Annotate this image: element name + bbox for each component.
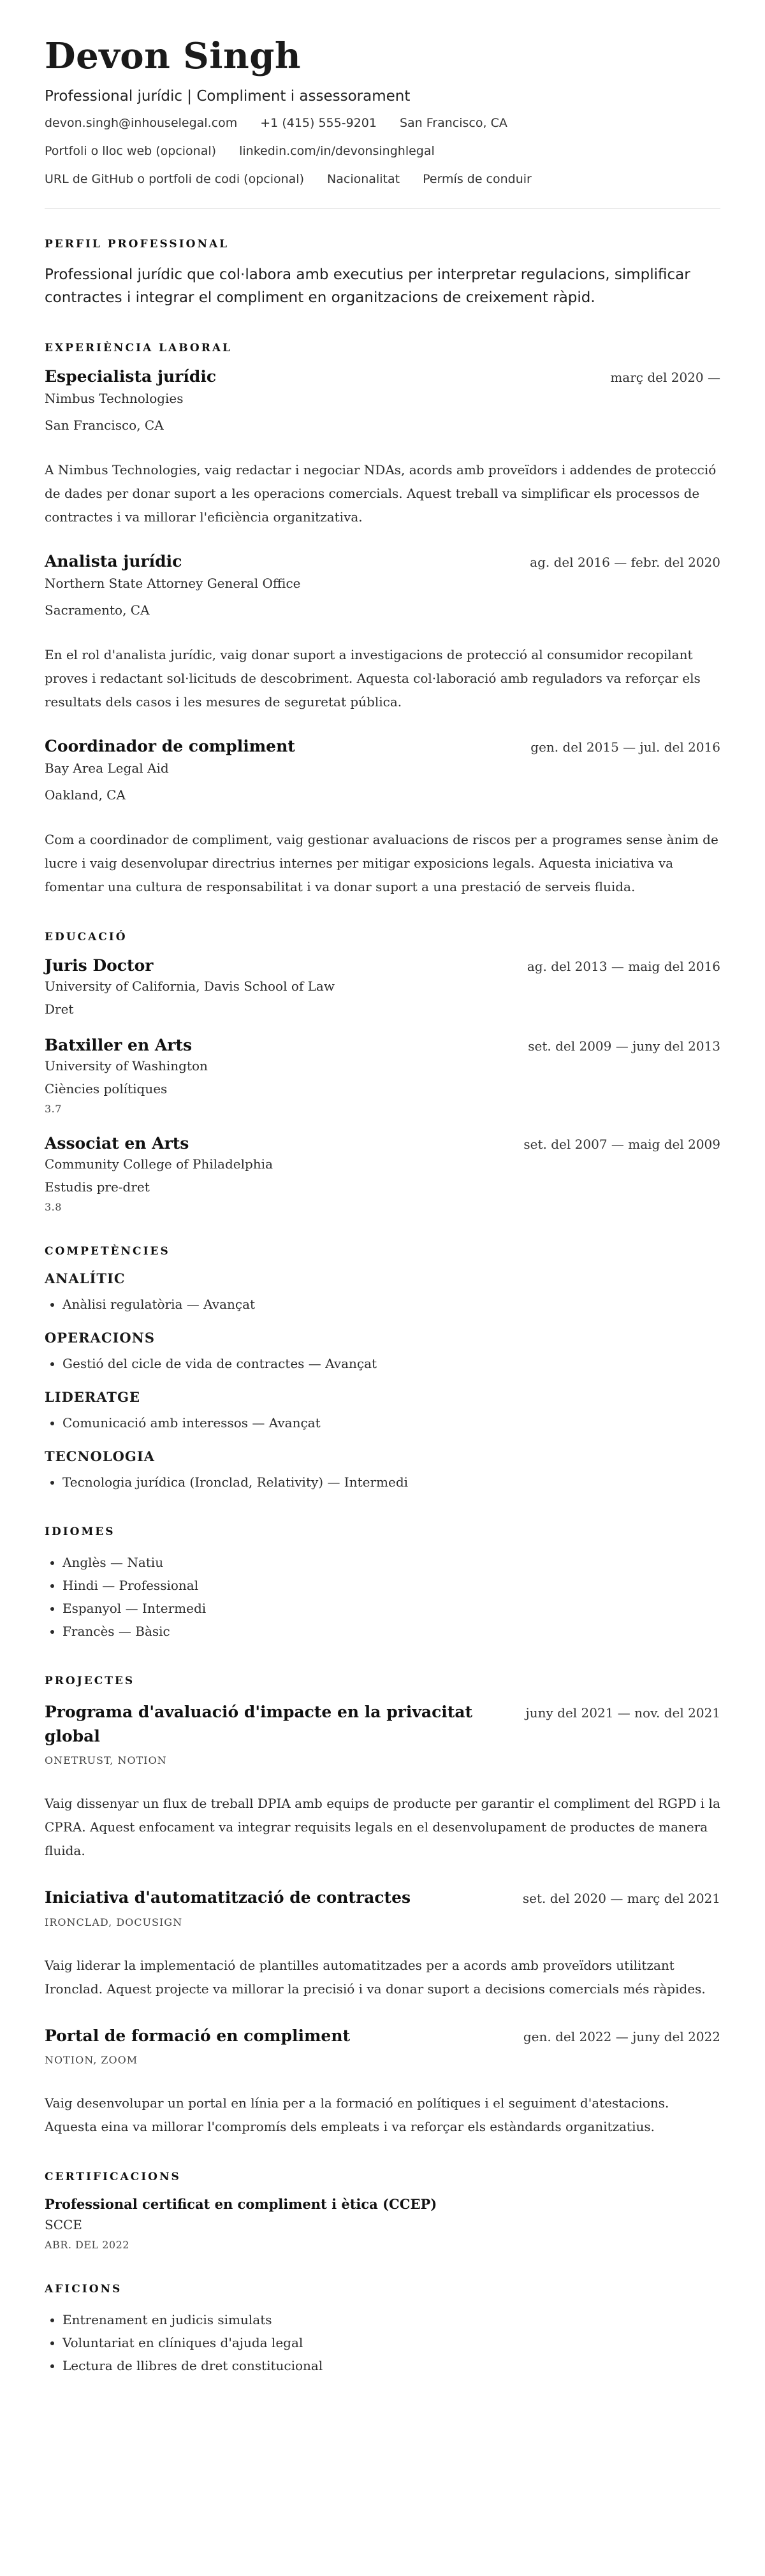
section-title: CERTIFICACIONS (45, 2171, 181, 2184)
phone-number: +1 (415) 555-9201 (260, 115, 377, 130)
profile-section (45, 238, 720, 310)
job-dates: ag. del 2016 — febr. del 2020 (530, 555, 720, 571)
resume-header (45, 37, 720, 186)
section-title: COMPETÈNCIES (45, 1245, 170, 1258)
skill-category: TECNOLOGIA (45, 1448, 155, 1465)
certification-entry (45, 2196, 720, 2251)
skill-item: • Anàlisi regulatòria — Avançat (62, 1293, 720, 1316)
job-dates: gen. del 2015 — jul. del 2016 (530, 739, 720, 755)
skill-category: LIDERATGE (45, 1389, 140, 1406)
job-location: Sacramento, CA (45, 602, 150, 618)
project-description: Vaig desenvolupar un portal en línia per a la formació en polítiques i el seguiment d'atestacions. Aquesta eina va millorar l'compromís dels empleats i va reforçar els estàndards organitzatius. (45, 2095, 669, 2135)
education-entry (45, 1134, 720, 1213)
section-title: AFICIONS (45, 2283, 122, 2296)
language-item: • Anglès — Natiu (62, 1551, 720, 1574)
job-title: Especialista jurídic (45, 367, 217, 386)
skill-group (45, 1330, 720, 1375)
skill-item: • Tecnologia jurídica (Ironclad, Relativity) — Intermedi (62, 1471, 720, 1494)
education-dates: set. del 2009 — juny del 2013 (528, 1038, 720, 1054)
job-description: A Nimbus Technologies, vaig redactar i negociar NDAs, acords amb proveïdors i addendes de protecció de dades per donar suport a les operacions comercials. Aquest treball va simplificar els processos de contractes i va millorar l'eficiència organitzativa. (45, 462, 717, 525)
experience-entry (45, 367, 720, 529)
project-entry (45, 1700, 720, 1863)
section-title: EXPERIÈNCIA LABORAL (45, 342, 232, 355)
skill-item: • Comunicació amb interessos — Avançat (62, 1411, 720, 1434)
education-section (45, 931, 720, 1213)
location: San Francisco, CA (399, 115, 507, 130)
field-of-study: Dret (45, 1001, 74, 1017)
project-description: Vaig liderar la implementació de plantilles automatitzades per a acords amb proveïdors utilitzant Ironclad. Aquest projecte va millorar la precisió i va donar suport a decisions comercials més ràpides. (45, 1957, 706, 1997)
skill-group (45, 1270, 720, 1316)
company-name: Northern State Attorney General Office (45, 576, 301, 592)
github-link[interactable]: URL de GitHub o portfoli de codi (opcional) (45, 171, 304, 186)
education-entry (45, 1036, 720, 1115)
education-dates: set. del 2007 — maig del 2009 (523, 1137, 720, 1153)
section-title: PERFIL PROFESSIONAL (45, 237, 229, 251)
skill-group (45, 1448, 720, 1494)
headline: Professional jurídic | Compliment i assessorament (45, 87, 411, 105)
experience-entry (45, 552, 720, 714)
hobby-item: • Lectura de llibres de dret constitucional (62, 2354, 720, 2377)
job-title: Analista jurídic (45, 552, 182, 571)
field-of-study: Ciències polítiques (45, 1081, 168, 1097)
company-name: Nimbus Technologies (45, 391, 184, 407)
language-item: • Hindi — Professional (62, 1574, 720, 1597)
contact-row (45, 116, 720, 130)
job-title: Coordinador de compliment (45, 737, 295, 756)
project-description: Vaig dissenyar un flux de treball DPIA amb equips de producte per garantir el compliment del RGPD i la CPRA. Aquest enfocament va integrar requisits legals en el desenvolupament de productes de manera fluida. (45, 1796, 720, 1859)
hobby-item: • Entrenament en judicis simulats (62, 2308, 720, 2331)
skill-category: ANALÍTIC (45, 1270, 126, 1287)
email-link[interactable]: devon.singh@inhouselegal.com (45, 115, 238, 130)
project-tech: IRONCLAD, DOCUSIGN (45, 1916, 183, 1928)
certification-date: ABR. DEL 2022 (45, 2239, 129, 2252)
school-name: Community College of Philadelphia (45, 1156, 273, 1172)
job-dates: març del 2020 — (610, 370, 720, 386)
degree: Associat en Arts (45, 1134, 189, 1153)
experience-section (45, 342, 720, 899)
skill-group (45, 1389, 720, 1434)
links-row (45, 144, 720, 158)
nationality: Nacionalitat (327, 171, 400, 186)
project-dates: set. del 2020 — març del 2021 (522, 1891, 720, 1907)
project-name: Iniciativa d'automatització de contractes (45, 1888, 411, 1907)
linkedin-link[interactable]: linkedin.com/in/devonsinghlegal (239, 143, 435, 158)
certification-name: Professional certificat en compliment i ètica (CCEP) (45, 2196, 437, 2213)
section-title: IDIOMES (45, 1525, 115, 1539)
language-item: • Espanyol — Intermedi (62, 1597, 720, 1620)
skill-item: • Gestió del cicle de vida de contractes — Avançat (62, 1352, 720, 1375)
profile-summary: Professional jurídic que col·labora amb executius per interpretar regulacions, simplificar contractes i integrar el compliment en organitzacions de creixement ràpid. (45, 266, 690, 307)
job-location: Oakland, CA (45, 787, 126, 803)
job-description: Com a coordinador de compliment, vaig gestionar avaluacions de riscos per a programes sense ànim de lucre i vaig desenvolupar directrius internes per mitigar exposicions legals. Aquesta iniciativa va fomentar una cultura de responsabilitat i va donar suport a una prestació de serveis fluida. (45, 832, 718, 895)
education-entry (45, 956, 720, 1017)
candidate-name: Devon Singh (45, 35, 302, 77)
project-entry (45, 2024, 720, 2139)
portfolio-link[interactable]: Portfoli o lloc web (opcional) (45, 143, 217, 158)
school-name: University of Washington (45, 1058, 208, 1074)
project-entry (45, 1886, 720, 2001)
skill-category: OPERACIONS (45, 1330, 156, 1346)
job-description: En el rol d'analista jurídic, vaig donar suport a investigacions de protecció al consumidor recopilant proves i redactant sol·licituds de descobriment. Aquesta col·laboració amb reguladors va reforçar els resultats dels casos i les mesures de seguretat pública. (45, 647, 701, 710)
project-name: Portal de formació en compliment (45, 2026, 351, 2045)
gpa: 3.8 (45, 1201, 62, 1214)
degree: Batxiller en Arts (45, 1036, 193, 1055)
hobby-item: • Voluntariat en clíniques d'ajuda legal (62, 2331, 720, 2354)
certifications-section (45, 2171, 720, 2251)
degree: Juris Doctor (45, 956, 154, 975)
driving-license: Permís de conduir (423, 171, 532, 186)
project-dates: gen. del 2022 — juny del 2022 (523, 2028, 720, 2044)
gpa: 3.7 (45, 1103, 62, 1116)
hobbies-section (45, 2283, 720, 2377)
certification-issuer: SCCE (45, 2217, 82, 2233)
projects-section (45, 1675, 720, 2139)
school-name: University of California, Davis School of Law (45, 979, 335, 994)
language-item: • Francès — Bàsic (62, 1620, 720, 1643)
project-name: Programa d'avaluació d'impacte en la privacitat global (45, 1703, 473, 1745)
section-title: PROJECTES (45, 1675, 135, 1688)
education-dates: ag. del 2013 — maig del 2016 (527, 959, 720, 975)
extra-row (45, 172, 720, 186)
section-title: EDUCACIÓ (45, 931, 127, 944)
skills-section (45, 1245, 720, 1494)
project-tech: NOTION, ZOOM (45, 2054, 138, 2067)
field-of-study: Estudis pre-dret (45, 1179, 150, 1195)
project-tech: ONETRUST, NOTION (45, 1754, 167, 1767)
experience-entry (45, 737, 720, 899)
project-dates: juny del 2021 — nov. del 2021 (525, 1705, 720, 1721)
job-location: San Francisco, CA (45, 418, 164, 433)
languages-section (45, 1525, 720, 1643)
company-name: Bay Area Legal Aid (45, 760, 169, 776)
